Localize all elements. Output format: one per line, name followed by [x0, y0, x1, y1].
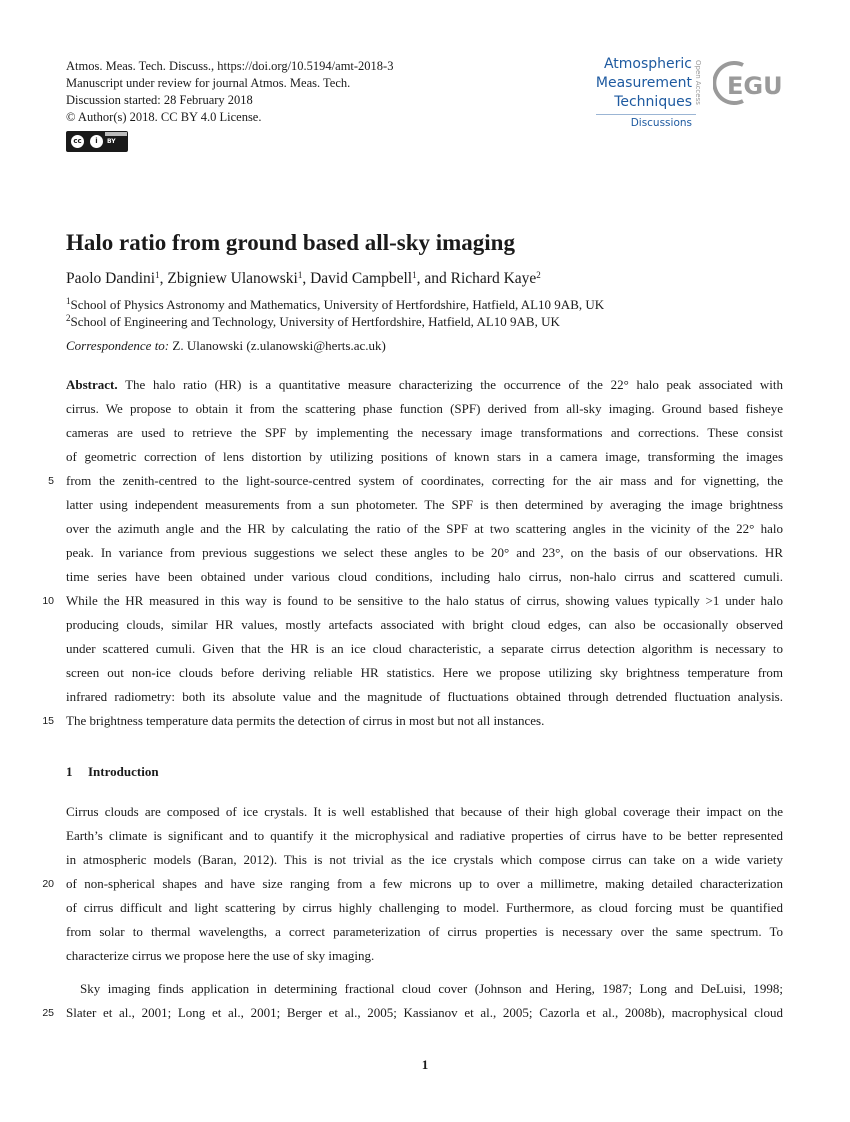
author-name: Zbigniew Ulanowski	[167, 270, 298, 287]
abstract-line: The brightness temperature data permits the detection of cirrus in most but not all instances.	[66, 713, 545, 728]
abstract-line: from the zenith-centred to the light-source-centred system of coordinates, correcting for the air mass and for vignetting, the	[66, 473, 783, 488]
intro-line: characterize cirrus we propose here the use of sky imaging.	[66, 948, 375, 963]
line-number: 15	[42, 715, 54, 727]
author-name: David Campbell	[310, 270, 413, 287]
abstract-line: latter using independent measurements from a sun photometer. The SPF is then determined by averaging the image brightness	[66, 497, 783, 512]
line-number: 5	[48, 475, 54, 487]
license-badge-text: BY	[107, 138, 116, 145]
intro-line: from solar to thermal wavelengths, a correct parameterization of cirrus properties is necessary over the same spectrum. To	[66, 924, 783, 939]
abstract-line: infrared radiometry: both its absolute value and the magnitude of fluctuations obtained through detrended fluctuation analysis.	[66, 689, 783, 704]
affiliation-marker: 1	[412, 270, 417, 280]
egu-logo-text: EGU	[727, 72, 783, 100]
intro-line: of non-spherical shapes and have size ranging from a few microns up to over a millimetre, making detailed characterization	[66, 876, 783, 891]
line-number: 25	[42, 1007, 54, 1019]
correspondence	[66, 338, 386, 354]
affiliation-number: 2	[66, 313, 71, 323]
license-text: © Author(s) 2018. CC BY 4.0 License.	[66, 110, 262, 124]
intro-line: of cirrus difficult and light scattering by cirrus highly challenging to model. Furthermore, as cloud forcing must be quantified	[66, 900, 783, 915]
section-heading	[66, 764, 159, 780]
author-name: Paolo Dandini	[66, 270, 156, 287]
section-title: Introduction	[88, 764, 159, 779]
egu-logo-icon	[713, 59, 785, 107]
abstract-line: cameras are used to retrieve the SPF by implementing the necessary image transformations and corrections. These consist	[66, 425, 783, 440]
abstract-line: over the azimuth angle and the HR by calculating the ratio of the SPF at two scattering angles in the vicinity of the 22° halo	[66, 521, 783, 536]
abstract-line: of geometric correction of lens distortion by utilizing positions of known stars in a camera image, transforming the images	[66, 449, 783, 464]
abstract-line: producing clouds, similar HR values, mostly artefacts associated with bright cloud edges, can also be occasionally observed	[66, 617, 783, 632]
author-separator: , and	[416, 270, 451, 287]
journal-citation: Atmos. Meas. Tech. Discuss., https://doi.org/10.5194/amt-2018-3	[66, 59, 394, 73]
abstract-line: time series have been obtained under various cloud conditions, including halo cirrus, non-halo cirrus and scattered cumuli.	[66, 569, 783, 584]
badge-strip	[105, 132, 127, 136]
cc-by-license-badge[interactable]	[66, 131, 128, 152]
affiliation-1	[66, 297, 604, 313]
abstract-label: Abstract.	[66, 377, 118, 392]
affiliation-marker: 1	[155, 270, 160, 280]
affiliation-text: School of Physics Astronomy and Mathematics, University of Hertfordshire, Hatfield, AL10 9AB, UK	[70, 297, 605, 312]
affiliation-2	[66, 314, 560, 330]
journal-divider	[596, 114, 696, 115]
author-separator: ,	[159, 270, 168, 287]
open-access-text: Open Access	[694, 60, 702, 105]
manuscript-status: Manuscript under review for journal Atmos. Meas. Tech.	[66, 76, 351, 90]
correspondence-label: Correspondence to:	[66, 338, 170, 353]
cc-icon: cc	[70, 134, 85, 149]
author-list	[66, 270, 541, 288]
intro-line: Slater et al., 2001; Long et al., 2001; Berger et al., 2005; Kassianov et al., 2005; Cazorla et al., 2008b), macrophysical cloud	[66, 1005, 783, 1020]
affiliation-marker: 2	[536, 270, 541, 280]
correspondence-contact[interactable]: Z. Ulanowski (z.ulanowski@herts.ac.uk)	[169, 338, 386, 353]
journal-name-line1: Atmospheric	[603, 56, 692, 72]
abstract-line	[66, 377, 783, 393]
author-separator: ,	[302, 270, 311, 287]
abstract-line: screen out non-ice clouds before deriving reliable HR statistics. Here we propose utilizing sky brightness temperature from	[66, 665, 783, 680]
journal-name-line2: Measurement	[595, 75, 692, 91]
author-name: Richard Kaye	[450, 270, 537, 287]
affiliation-number: 1	[66, 296, 71, 306]
affiliation-text: School of Engineering and Technology, University of Hertfordshire, Hatfield, AL10 9AB, UK	[70, 314, 560, 329]
page-number: 1	[421, 1057, 429, 1072]
open-access-icon	[691, 58, 705, 118]
intro-line: Cirrus clouds are composed of ice crystals. It is well established that because of their high global coverage their impact on the	[66, 804, 783, 819]
intro-line: in atmospheric models (Baran, 2012). This is not trivial as the ice crystals which compose cirrus can take on a wide variety	[66, 852, 783, 867]
attribution-icon: i	[89, 134, 104, 149]
abstract-line: cirrus. We propose to obtain it from the scattering phase function (SPF) derived from all-sky imaging. Ground based fisheye	[66, 401, 783, 416]
paper-title: Halo ratio from ground based all-sky imaging	[66, 230, 515, 255]
intro-line: Earth’s climate is significant and to quantify it the microphysical and radiative properties of cirrus have to be better represented	[66, 828, 783, 843]
discussion-date: Discussion started: 28 February 2018	[66, 93, 253, 107]
abstract-line: peak. In variance from previous suggestions we select these angles to be 20° and 23°, on the basis of our observations. HR	[66, 545, 783, 560]
abstract-line: under scattered cumuli. Given that the HR is an ice cloud characteristic, a separate cirrus detection algorithm is necessary to	[66, 641, 783, 656]
affiliation-marker: 1	[297, 270, 303, 280]
abstract-line: While the HR measured in this way is found to be sensitive to the halo status of cirrus, showing values typically >1 under halo	[66, 593, 783, 608]
abstract-text: The halo ratio (HR) is a quantitative measure characterizing the occurrence of the 22° halo peak associated with	[117, 377, 783, 392]
journal-subtitle: Discussions	[630, 117, 692, 129]
line-number: 20	[42, 878, 54, 890]
section-number: 1	[66, 764, 73, 779]
journal-name-line3: Techniques	[614, 94, 692, 110]
intro-line: Sky imaging finds application in determining fractional cloud cover (Johnson and Hering, 1987; Long and DeLuisi, 1998;	[80, 981, 783, 996]
line-number: 10	[42, 595, 54, 607]
